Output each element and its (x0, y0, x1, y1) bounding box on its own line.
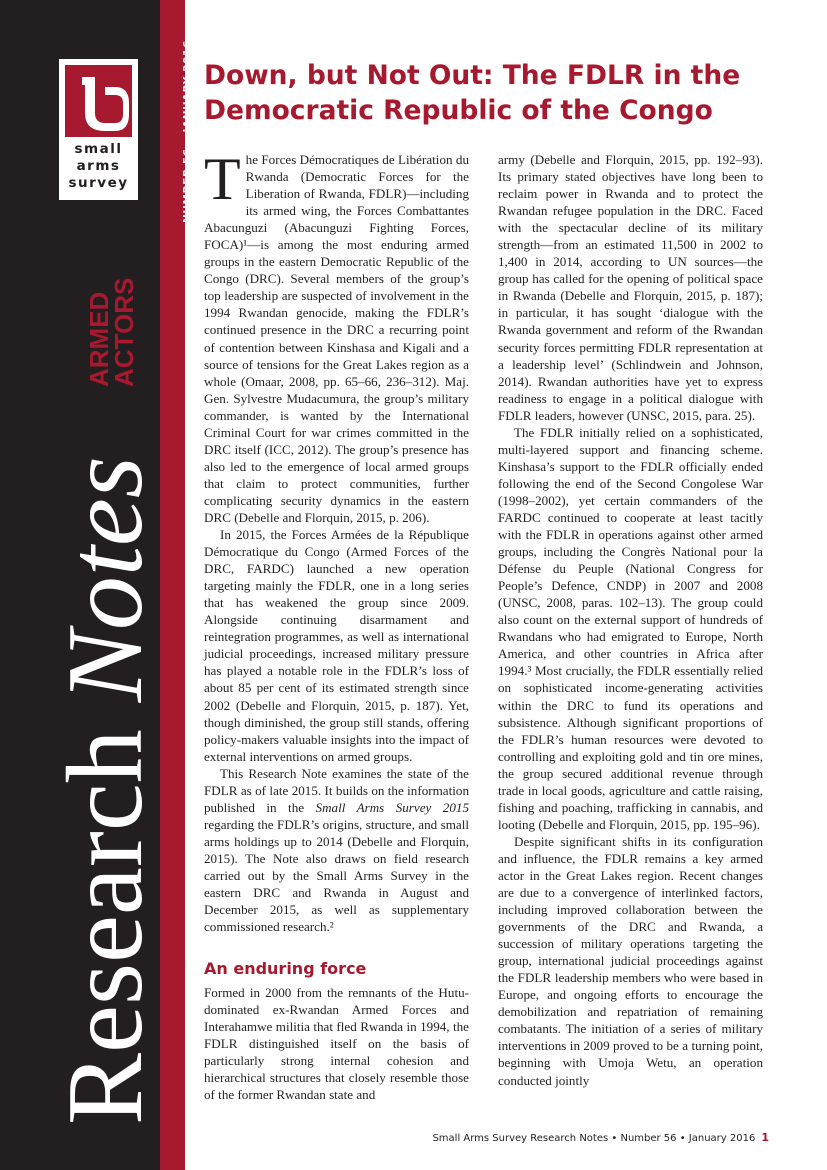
footer-text: Small Arms Survey Research Notes • Number 56 • January 2016 (432, 1133, 756, 1144)
paragraph-text: he Forces Démocratiques de Libération du Rwanda (Democratic Forces for the Liberation of Rwanda, FDLR)—including its armed wing, the Forces Combattantes Abacunguzi (Abacunguzi Fighting Forces, FOCA)¹—is among the most enduring armed groups in the eastern Democratic Republic of the Congo (DRC). Several members of the group’s top leadership are suspected of involvement in the 1994 Rwandan genocide, making the FDLR’s continued presence in the DRC a recurring point of contention between Kinshasa and Kigali and a source of tensions for the Great Lakes region as a whole (Omaar, 2008, pp. 65–66, 236–312). Maj. Gen. Sylvestre Mudacumura, the group’s military commander, is wanted by the International Criminal Court for war crimes committed in the DRC itself (ICC, 2012). The group’s presence has also led to the emergence of local armed groups that claim to protect communities, further complicating security dynamics in the eastern DRC (Debelle and Florquin, 2015, p. 206). (204, 152, 469, 525)
logo-mark-icon (65, 65, 132, 137)
paragraph: army (Debelle and Florquin, 2015, pp. 192–93). Its primary stated objectives have long been to reclaim power in Rwanda and to protect the Rwandan refugee population in the DRC. Faced with the spectacular decline of its military strength—from an estimated 11,500 in 2002 to 1,400 in 2014, according to UN sources—the group has called for the opening of political space in Rwanda (Debelle and Florquin, 2015, p. 187); in particular, it has sought ‘dialogue with the Rwanda government and reform of the Rwandan security forces permitting FDLR representation at a leadership level’ (Schlindwein and Johnson, 2014). Rwandan authorities have yet to express readiness to engage in a political dialogue with FDLR leaders, however (UNSC, 2015, para. 25). (498, 152, 763, 423)
logo-word: survey (68, 175, 129, 191)
paragraph: The FDLR initially relied on a sophisticated, multi-layered support and financing scheme. Kinshasa’s support to the FDLR officially ended following the end of the Second Congolese War (1998–2002), yet certain commanders of the FARDC continued to cooperate at least tacitly with the FDLR in operations against other armed groups, including the Congrès National pour la Défense du Peuple (National Congress for People’s Defence, CNDP) in 2007 and 2008 (UNSC, 2008, paras. 102–13). The group could also count on the external support of hundreds of Rwandans who had emigrated to Europe, North America, and other countries in Africa after 1994.³ Most crucially, the FDLR essentially relied on sophisticated income-generating activities within the DRC to fund its operations and subsistence. Although significant proportions of the FDLR’s human resources were devoted to controlling and exploiting gold and tin ore mines, the group secured additional revenue through trade in local goods, agriculture and cattle raising, fishing and poaching, trafficking in cannabis, and looting (Debelle and Florquin, 2015, pp. 195–96). (498, 424, 763, 832)
section-label-line: ARMED (84, 291, 114, 387)
paragraph-text: This Research Note examines the state of the FDLR as of late 2015. It builds on the information published in the (204, 765, 469, 815)
paragraph-text: regarding the FDLR’s origins, structure, and small arms holdings up to 2014 (Debelle and Florquin, 2015). The Note also draws on field research carried out by the Small Arms Survey in the eastern DRC and Rwanda in August and December 2015, as well as supplementary commissioned research.² (204, 816, 469, 935)
page-footer (432, 1131, 769, 1144)
section-label-line: ACTORS (109, 277, 139, 387)
series-title (46, 395, 165, 1125)
paragraph (204, 146, 469, 526)
logo (59, 59, 138, 200)
paragraph (204, 765, 469, 935)
text-column-left (204, 146, 469, 1103)
series-title-upright: Research (46, 729, 165, 1125)
series-title-italic: Notes (46, 456, 165, 703)
logo-wordmark (59, 141, 138, 192)
logo-word: arms (76, 158, 121, 174)
drop-cap: T (204, 146, 241, 212)
text-column-right (498, 151, 763, 1089)
paragraph: In 2015, the Forces Armées de la République Démocratique du Congo (Armed Forces of the DRC, FARDC) launched a new operation targeting mainly the FDLR, one in a long series that has weakened the group since 2009. Alongside continuing disarmament and reintegration programmes, as well as international judicial proceedings, increased military pressure has played a notable role in the FDLR’s loss of about 85 per cent of its estimated strength since 2002 (Debelle and Florquin, 2015, p. 187). Yet, though diminished, the group still stands, offering policy-makers valuable insights into the impact of external interventions on armed groups. (204, 527, 469, 764)
issue-line: NUMBER 56 • JANUARY 2016 (182, 40, 194, 223)
section-heading: An enduring force (204, 959, 367, 979)
logo-word: small (74, 141, 123, 157)
section-label (84, 277, 139, 387)
paragraph: Formed in 2000 from the remnants of the Hutu-dominated ex-Rwandan Armed Forces and Interahamwe militia that fled Rwanda in 1994, the FDLR distinguished itself on the basis of particularly strong internal cohesion and hierarchical structures that closely resemble those of the former Rwandan state and (204, 985, 469, 1103)
page-number: 1 (761, 1131, 769, 1144)
emphasis-text: Small Arms Survey 2015 (315, 799, 469, 815)
article-title: Down, but Not Out: The FDLR in the Democratic Republic of the Congo (204, 60, 741, 126)
paragraph: Despite significant shifts in its configuration and influence, the FDLR remains a key armed actor in the Great Lakes region. Recent changes are due to a convergence of interlinked factors, including improved collaboration between the governments of the DRC and Rwanda, a succession of military operations targeting the group, international judicial proceedings against the FDLR leadership members who were based in Europe, and ongoing efforts to encourage the demobilization and repatriation of remaining combatants. The initiation of a series of military interventions in 2009 proved to be a turning point, beginning with Umoja Wetu, an operation conducted jointly (498, 833, 763, 1088)
